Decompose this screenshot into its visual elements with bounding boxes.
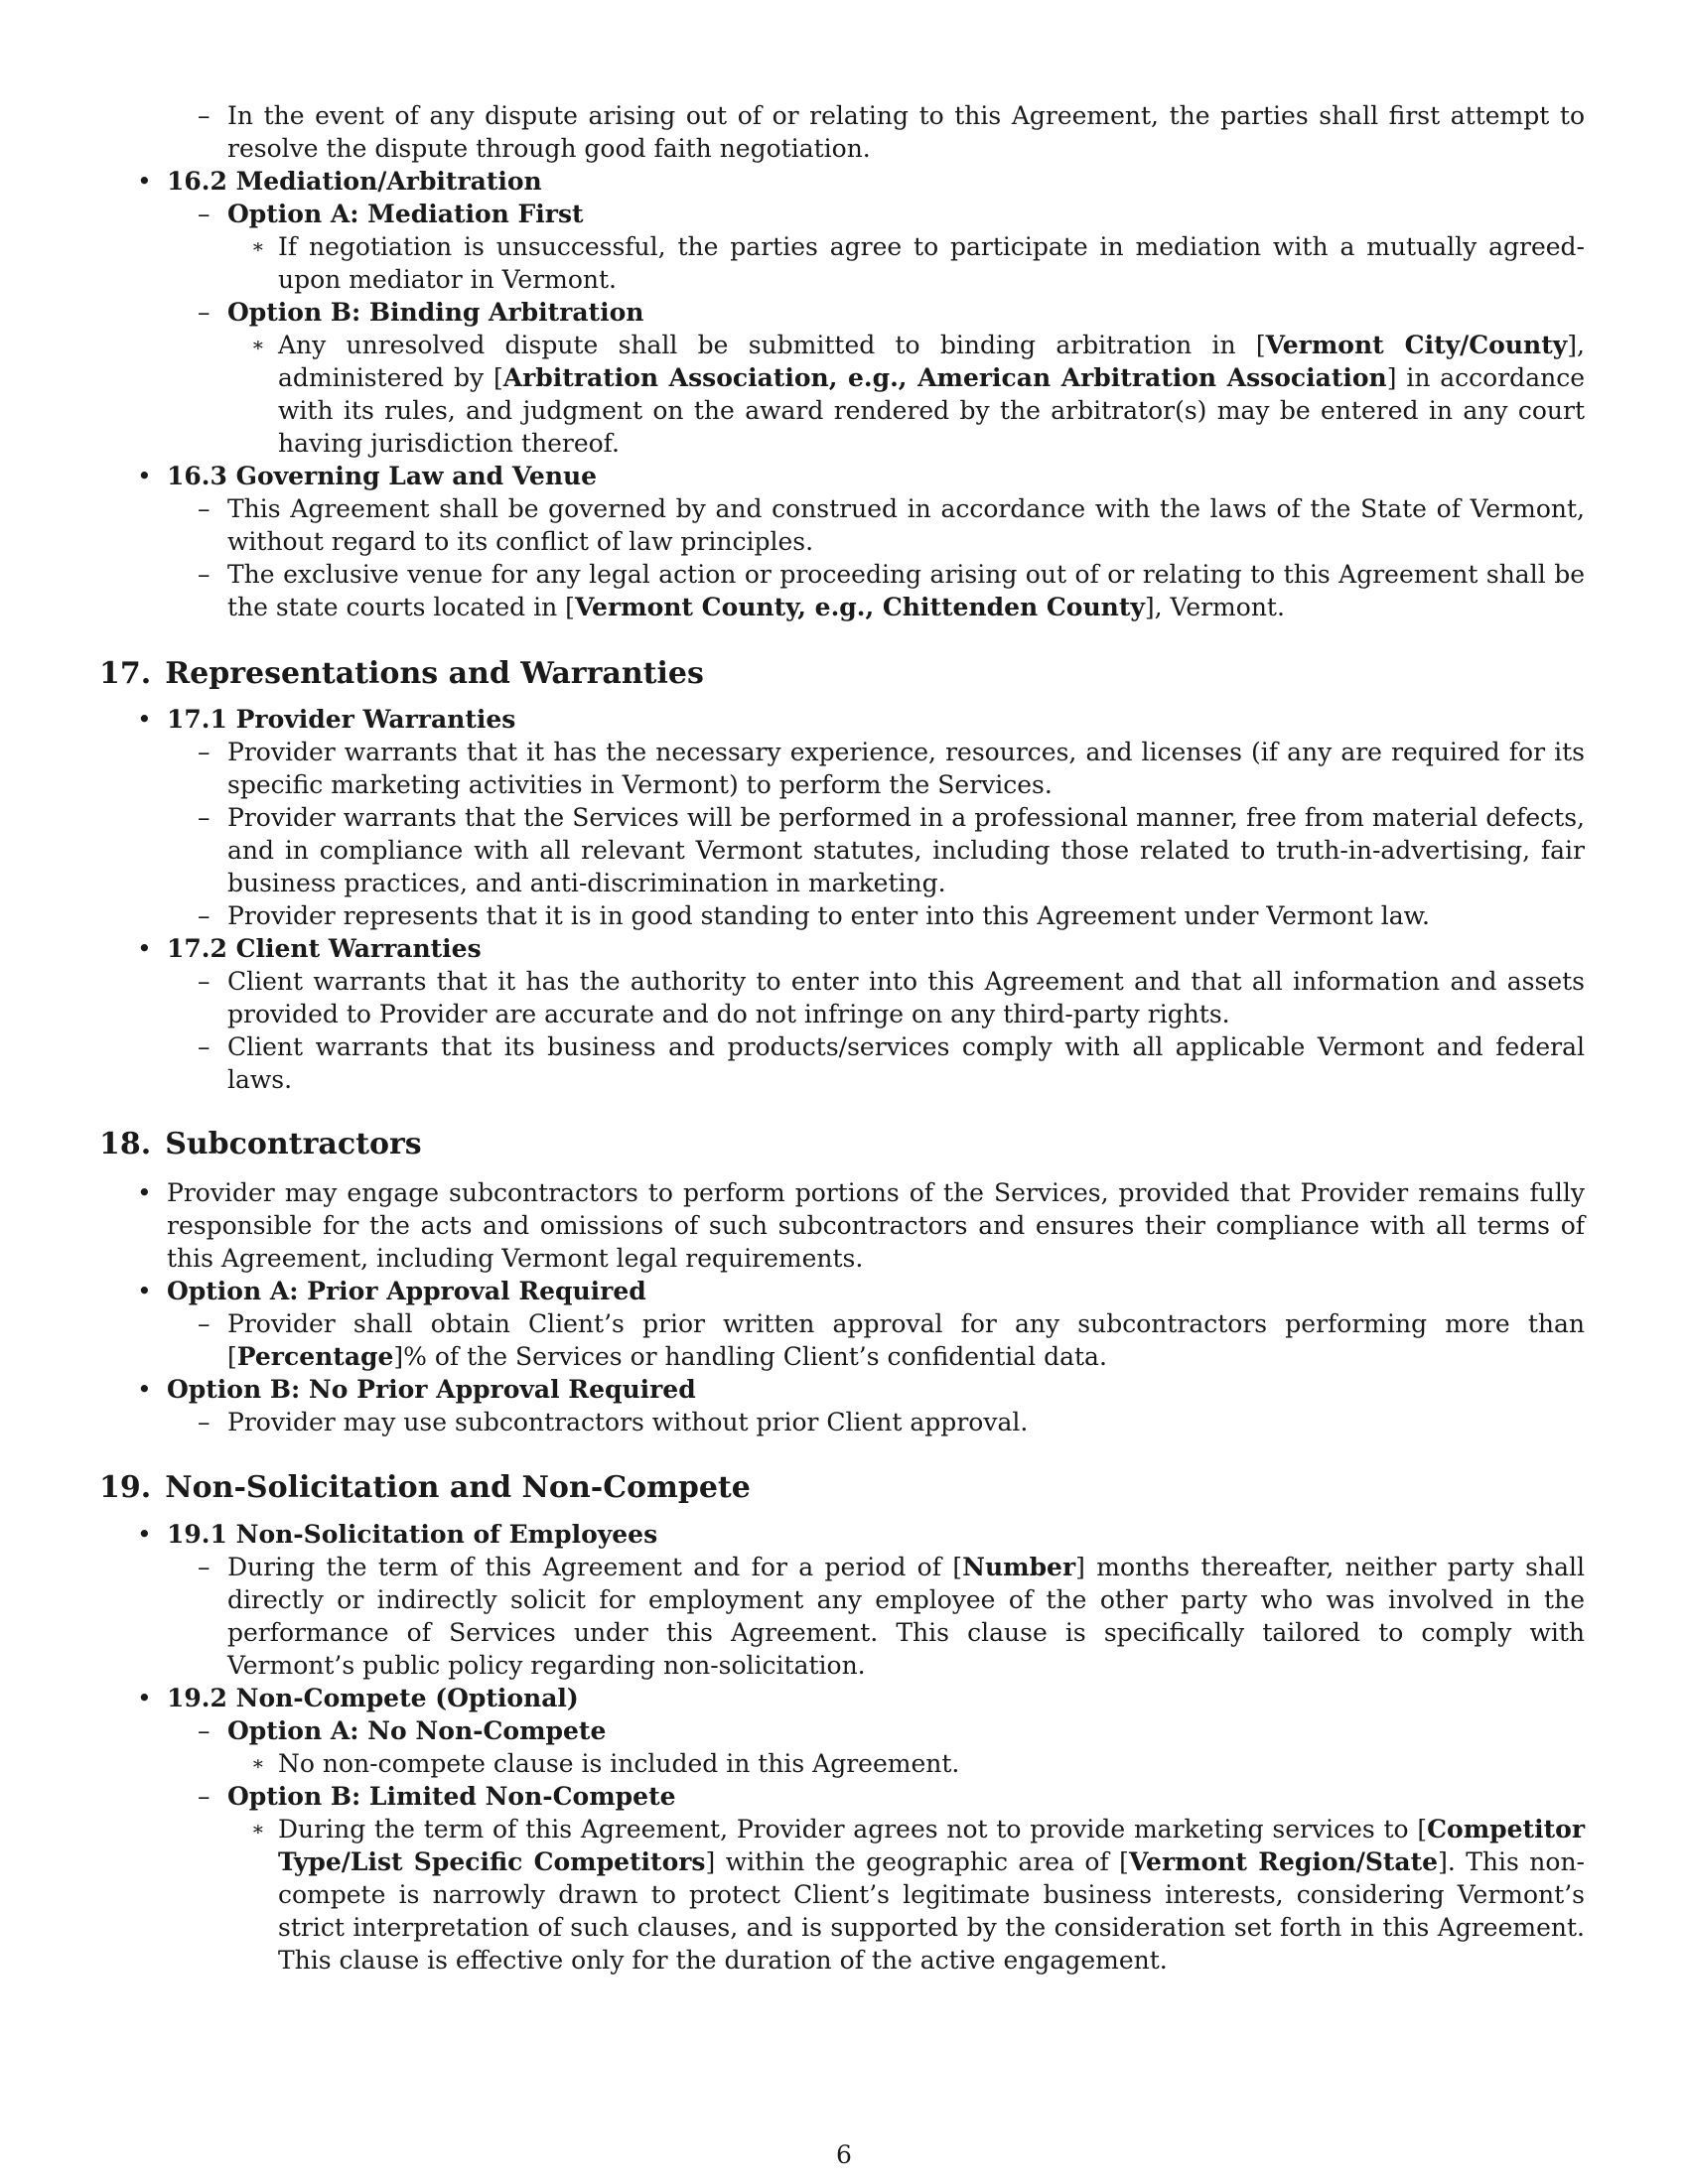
provider-warranty: – Provider represents that it is in good standing to enter into this Agreement under Vermont law. <box>227 899 1585 932</box>
section-heading-19: 19. Non-Solicitation and Non-Compete <box>99 1470 751 1505</box>
subsection-heading-19-1: • 19.1 Non-Solicitation of Employees <box>167 1518 1585 1551</box>
page-number: 6 <box>836 2140 852 2169</box>
mediation-clause: ∗ If negotiation is unsuccessful, the parties agree to participate in mediation with a mutually agreed-upon mediator in Vermont. <box>278 230 1585 296</box>
no-non-compete-clause: ∗ No non-compete clause is included in this Agreement. <box>278 1747 1585 1780</box>
subsection-heading-17-2: • 17.2 Client Warranties <box>167 932 1585 965</box>
section-heading-17: 17. Representations and Warranties <box>99 656 704 691</box>
client-warranty: – Client warrants that its business and products/services comply with all applicable Vermont and federal laws. <box>227 1030 1585 1096</box>
limited-non-compete-clause: ∗ During the term of this Agreement, Provider agrees not to provide marketing services to [Competitor Type/List Specific Competitors] within the geographic area of [Vermont Region/State]. This non-compete is narrowly drawn to protect Client’s legitimate business interests, considering Vermont’s strict interpretation of such clauses, and is supported by the consideration set forth in this Agreement. This clause is effective only for the duration of the active engagement. <box>278 1813 1585 1977</box>
provider-warranty: – Provider warrants that the Services will be performed in a professional manner, free from material defects, and in compliance with all relevant Vermont statutes, including those related to truth-in-advertising, fair business practices, and anti-discrimination in marketing. <box>227 801 1585 899</box>
subsection-heading-17-1: • 17.1 Provider Warranties <box>167 703 1585 736</box>
subsection-heading-16-3: • 16.3 Governing Law and Venue <box>167 460 1585 492</box>
subsection-heading-19-2: • 19.2 Non-Compete (Optional) <box>167 1682 1585 1714</box>
governing-law-clause: – This Agreement shall be governed by and construed in accordance with the laws of the State of Vermont, without regard to its conflict of law principles. <box>227 492 1585 558</box>
provider-warranty: – Provider warrants that it has the necessary experience, resources, and licenses (if any are required for its specific marketing activities in Vermont) to perform the Services. <box>227 736 1585 801</box>
option-heading: • Option B: No Prior Approval Required <box>167 1373 1585 1406</box>
subsection-heading-16-2: • 16.2 Mediation/Arbitration <box>167 165 1585 198</box>
prior-approval-clause: – Provider shall obtain Client’s prior written approval for any subcontractors performing more than [Percentage]% of the Services or handling Client’s confidential data. <box>227 1307 1585 1373</box>
no-approval-clause: – Provider may use subcontractors without prior Client approval. <box>227 1406 1585 1438</box>
venue-clause: – The exclusive venue for any legal action or proceeding arising out of or relating to this Agreement shall be the state courts located in [Vermont County, e.g., Chittenden County], Vermont. <box>227 558 1585 623</box>
option-heading: – Option B: Binding Arbitration <box>227 296 1585 329</box>
option-heading: • Option A: Prior Approval Required <box>167 1275 1585 1307</box>
option-heading: – Option A: Mediation First <box>227 198 1585 230</box>
arbitration-clause: ∗ Any unresolved dispute shall be submitted to binding arbitration in [Vermont City/County], administered by [Arbitration Association, e.g., American Arbitration Association] in accordance with its rules, and judgment on the award rendered by the arbitrator(s) may be entered in any court having jurisdiction thereof. <box>278 329 1585 460</box>
negotiation-clause: – In the event of any dispute arising out of or relating to this Agreement, the parties shall first attempt to resolve the dispute through good faith negotiation. <box>227 99 1585 165</box>
document-page <box>0 99 1688 1977</box>
client-warranty: – Client warrants that it has the authority to enter into this Agreement and that all information and assets provided to Provider are accurate and do not infringe on any third-party rights. <box>227 965 1585 1030</box>
non-solicitation-clause: – During the term of this Agreement and for a period of [Number] months thereafter, neither party shall directly or indirectly solicit for employment any employee of the other party who was involved in the performance of Services under this Agreement. This clause is specifically tailored to comply with Vermont’s public policy regarding non-solicitation. <box>227 1551 1585 1682</box>
subcontractor-clause: • Provider may engage subcontractors to perform portions of the Services, provided that Provider remains fully responsible for the acts and omissions of such subcontractors and ensures their compliance with all terms of this Agreement, including Vermont legal requirements. <box>167 1176 1585 1275</box>
section-heading-18: 18. Subcontractors <box>99 1127 422 1161</box>
option-heading: – Option A: No Non-Compete <box>227 1714 1585 1747</box>
option-heading: – Option B: Limited Non-Compete <box>227 1780 1585 1813</box>
